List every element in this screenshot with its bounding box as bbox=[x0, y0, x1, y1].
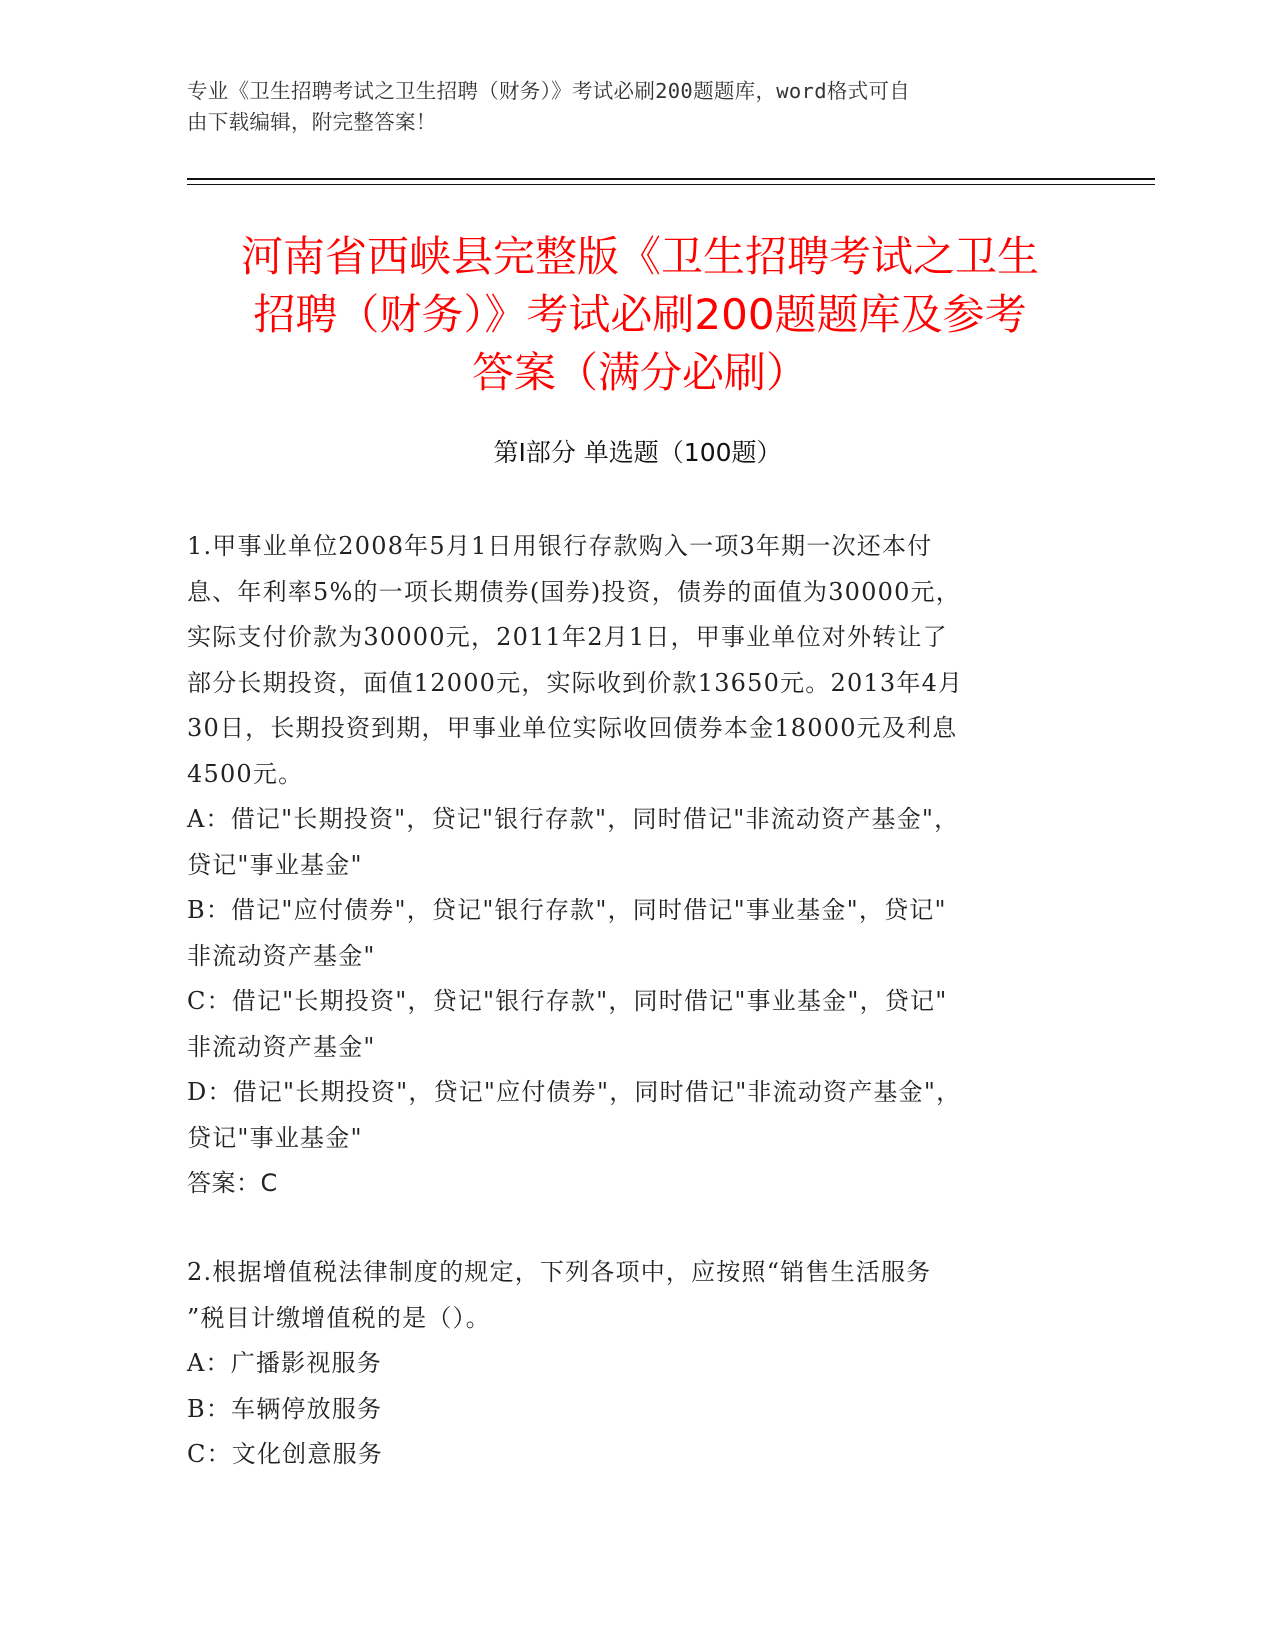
header-note-line: 专业《卫生招聘考试之卫生招聘（财务）》考试必刷200题题库，word格式可自 bbox=[187, 79, 911, 103]
question-stem-line: ”税目计缴增值税的是（）。 bbox=[187, 1303, 491, 1332]
option-c-line: C：文化创意服务 bbox=[187, 1440, 383, 1468]
option-a-line: 贷记"事业基金" bbox=[187, 850, 363, 879]
question-2 bbox=[187, 1250, 1067, 1478]
option-b-line: 非流动资产基金" bbox=[187, 941, 376, 970]
title-line: 招聘（财务）》考试必刷200题题库及参考 bbox=[253, 290, 1027, 339]
question-stem-line: 1.甲事业单位2008年5月1日用银行存款购入一项3年期一次还本付 bbox=[187, 532, 933, 560]
document-title bbox=[150, 228, 1130, 402]
question-stem-line: 息、年利率5%的一项长期债券(国券)投资，债券的面值为30000元， bbox=[187, 577, 961, 606]
header-rule-thin bbox=[187, 184, 1155, 185]
section-title: 第Ⅰ部分 单选题（100题） bbox=[493, 438, 782, 467]
header-note bbox=[187, 76, 1087, 138]
question-stem-line: 2.根据增值税法律制度的规定，下列各项中，应按照“销售生活服务 bbox=[187, 1258, 932, 1286]
title-line: 河南省西峡县完整版《卫生招聘考试之卫生 bbox=[240, 232, 1039, 281]
title-line: 答案（满分必刷） bbox=[471, 348, 808, 397]
header-note-line: 由下载编辑，附完整答案！ bbox=[187, 110, 437, 134]
option-d-line: D：借记"长期投资"，贷记"应付债券"，同时借记"非流动资产基金"， bbox=[187, 1078, 962, 1106]
question-stem-line: 实际支付价款为30000元，2011年2月1日，甲事业单位对外转让了 bbox=[187, 623, 948, 651]
question-stem-line: 部分长期投资，面值12000元，实际收到价款13650元。2013年4月 bbox=[187, 668, 964, 697]
option-a-line: A：借记"长期投资"，贷记"银行存款"，同时借记"非流动资产基金"， bbox=[187, 805, 960, 833]
answer-line: 答案：C bbox=[187, 1169, 278, 1197]
option-c-line: C：借记"长期投资"，贷记"银行存款"，同时借记"事业基金"，贷记" bbox=[187, 987, 948, 1015]
question-1 bbox=[187, 524, 1067, 1207]
option-c-line: 非流动资产基金" bbox=[187, 1032, 376, 1061]
header-rule-thick bbox=[187, 178, 1155, 180]
option-a-line: A：广播影视服务 bbox=[187, 1349, 382, 1377]
option-b-line: B：借记"应付债券"，贷记"银行存款"，同时借记"事业基金"，贷记" bbox=[187, 896, 947, 924]
question-stem-line: 4500元。 bbox=[187, 759, 304, 788]
option-d-line: 贷记"事业基金" bbox=[187, 1123, 363, 1152]
question-stem-line: 30日，长期投资到期，甲事业单位实际收回债券本金18000元及利息 bbox=[187, 714, 958, 742]
option-b-line: B：车辆停放服务 bbox=[187, 1394, 383, 1423]
